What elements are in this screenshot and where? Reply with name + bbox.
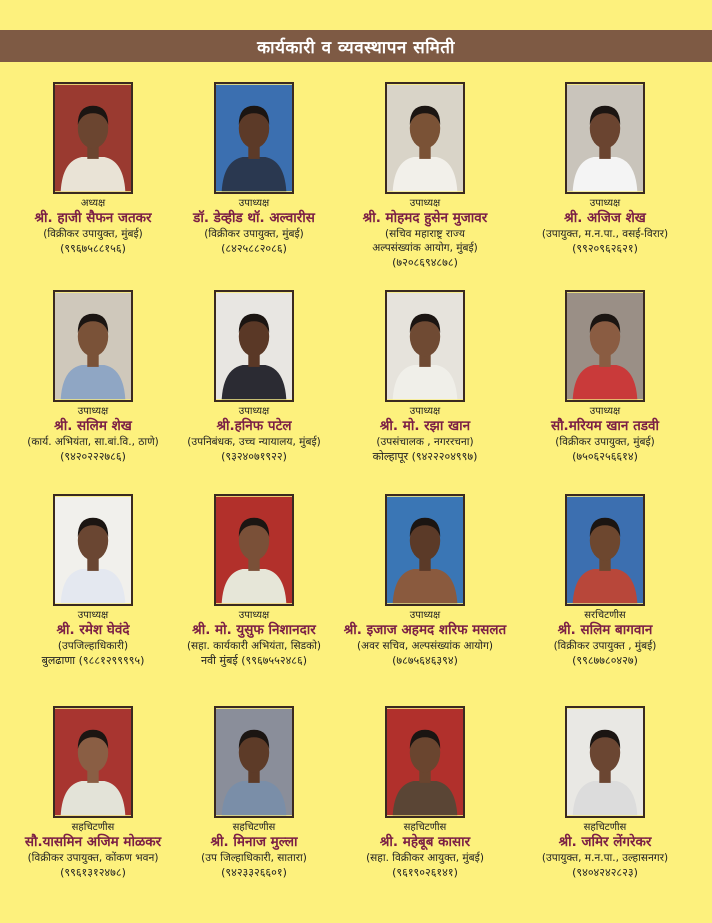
member-designation: (सचिव महाराष्ट्र राज्य (385, 228, 465, 240)
member-card (336, 706, 514, 880)
member-role: सहचिटणीस (232, 822, 276, 833)
member-phone: (९६१९०२६१४१) (392, 866, 458, 879)
member-designation: (उपजिल्हाधिकारी) (57, 640, 129, 652)
member-photo (53, 706, 133, 818)
member-role: अध्यक्ष (80, 198, 106, 209)
portrait-image (55, 292, 131, 400)
member-name: डॉ. डेव्हीड थॉ. अल्वारीस (193, 210, 315, 226)
member-designation: (उपनिबंधक, उच्च न्यायालय, मुंबई) (187, 436, 321, 448)
member-phone: (७२०८६९४८७८) (392, 256, 458, 269)
member-role: सहचिटणीस (71, 822, 115, 833)
member-role: उपाध्यक्ष (589, 198, 621, 209)
member-phone: (९४०४२४२८२३) (572, 866, 638, 879)
member-designation: (अवर सचिव, अल्पसंख्यांक आयोग) (356, 640, 494, 652)
portrait-image (387, 84, 463, 192)
member-card (4, 706, 182, 880)
member-role: सरचिटणीस (584, 610, 626, 621)
portrait-image (387, 708, 463, 816)
member-role: उपाध्यक्ष (238, 198, 270, 209)
member-name: सौ.यासमिन अजिम मोळकर (24, 834, 162, 850)
member-photo (53, 290, 133, 402)
member-name: श्री. सलिम शेख (54, 418, 132, 434)
portrait-image (567, 84, 643, 192)
member-card (516, 82, 694, 256)
member-name: श्री. हाजी सैफन जतकर (34, 210, 152, 226)
member-role: उपाध्यक्ष (409, 198, 441, 209)
member-name: श्री. जमिर लेंगरेकर (558, 834, 652, 850)
member-phone: (९४२३३२६६०१) (221, 866, 287, 879)
member-phone: (८४२५८८२०८६) (221, 242, 287, 255)
member-card (516, 706, 694, 880)
member-designation: (उपसंचालक , नगररचना) (376, 436, 474, 448)
portrait-image (216, 84, 292, 192)
member-photo (385, 494, 465, 606)
member-card (4, 290, 182, 464)
member-designation: (उपायुक्त, म.न.पा., वसई-विरार) (541, 228, 669, 240)
portrait-image (216, 708, 292, 816)
member-photo (565, 82, 645, 194)
member-photo (53, 82, 133, 194)
member-phone: (७५०६२५६६१४) (572, 450, 638, 463)
member-designation: (सहा. कार्यकारी अभियंता, सिडको) (186, 640, 322, 652)
member-role: उपाध्यक्ष (238, 406, 270, 417)
member-phone: कोल्हापूर (९४२२२०४९९७) (372, 450, 478, 463)
member-designation: (विक्रीकर उपायुक्त, मुंबई) (555, 436, 655, 448)
member-phone: (९९२०९६२६२१) (572, 242, 638, 255)
member-name: श्री. सलिम बागवान (557, 622, 653, 638)
member-card (4, 82, 182, 256)
member-name: श्री. इजाज अहमद शरिफ मसलत (343, 622, 507, 638)
member-name: श्री.हनिफ पटेल (216, 418, 292, 434)
member-designation: (विक्रीकर उपायुक्त, मुंबई) (204, 228, 304, 240)
member-phone: (९९८७७८०४२७) (572, 654, 638, 667)
member-role: उपाध्यक्ष (238, 610, 270, 621)
member-photo (565, 494, 645, 606)
member-card (165, 82, 343, 256)
member-name: श्री. मोहमद हुसेन मुजावर (362, 210, 488, 226)
member-role: सहचिटणीस (583, 822, 627, 833)
member-role: उपाध्यक्ष (77, 610, 109, 621)
member-role: उपाध्यक्ष (77, 406, 109, 417)
portrait-image (387, 292, 463, 400)
member-card (336, 82, 514, 270)
member-role: सहचिटणीस (403, 822, 447, 833)
member-phone: (९९६१३१२४७८) (60, 866, 126, 879)
member-designation: (सहा. विक्रीकर आयुक्त, मुंबई) (366, 852, 484, 864)
member-designation: (विक्रीकर उपायुक्त, कोंकण भवन) (27, 852, 159, 864)
portrait-image (567, 496, 643, 604)
member-photo (214, 706, 294, 818)
member-designation: (कार्य. अभियंता, सा.बां.वि., ठाणे) (27, 436, 159, 448)
member-phone: (९४२०२२२७८६) (60, 450, 126, 463)
portrait-image (216, 496, 292, 604)
member-photo (385, 82, 465, 194)
member-name: सौ.मरियम खान तडवी (550, 418, 660, 434)
portrait-image (567, 292, 643, 400)
portrait-image (567, 708, 643, 816)
member-photo (565, 290, 645, 402)
member-designation: (उप जिल्हाधिकारी, सातारा) (201, 852, 307, 864)
member-name: श्री. महेबूब कासार (379, 834, 471, 850)
member-name: श्री. मो. रझा खान (379, 418, 471, 434)
portrait-image (55, 708, 131, 816)
member-card (4, 494, 182, 668)
member-photo (385, 706, 465, 818)
member-designation-line2: अल्पसंख्यांक आयोग, मुंबई) (372, 242, 478, 254)
member-name: श्री. मो. युसुफ निशानदार (192, 622, 316, 638)
member-phone: नवी मुंबई (९९६७५५२४८६) (200, 654, 308, 667)
member-name: श्री. रमेश घेवंदे (56, 622, 130, 638)
portrait-image (387, 496, 463, 604)
member-card (516, 290, 694, 464)
page-title: कार्यकारी व व्यवस्थापन समिती (257, 37, 455, 58)
portrait-image (55, 84, 131, 192)
member-photo (53, 494, 133, 606)
member-phone: बुलढाणा (९८८१२९९९९५) (41, 654, 145, 667)
member-phone: (७८७५६४६३९४) (392, 654, 458, 667)
member-designation: (विक्रीकर उपायुक्त , मुंबई) (553, 640, 657, 652)
member-name: श्री. मिनाज मुल्ला (210, 834, 298, 850)
member-phone: (९९६७५८८१५६) (60, 242, 126, 255)
member-card (165, 494, 343, 668)
member-name: श्री. अजिज शेख (564, 210, 646, 226)
member-role: उपाध्यक्ष (589, 406, 621, 417)
member-photo (214, 82, 294, 194)
member-card (336, 290, 514, 464)
member-card (336, 494, 514, 668)
member-photo (214, 494, 294, 606)
member-photo (214, 290, 294, 402)
portrait-image (55, 496, 131, 604)
member-card (165, 290, 343, 464)
member-designation: (उपायुक्त, म.न.पा., उल्हासनगर) (541, 852, 669, 864)
portrait-image (216, 292, 292, 400)
member-photo (565, 706, 645, 818)
member-designation: (विक्रीकर उपायुक्त, मुंबई) (43, 228, 143, 240)
member-card (165, 706, 343, 880)
title-banner (0, 30, 712, 62)
member-photo (385, 290, 465, 402)
member-role: उपाध्यक्ष (409, 610, 441, 621)
member-card (516, 494, 694, 668)
member-role: उपाध्यक्ष (409, 406, 441, 417)
member-phone: (९३२४०७१९२२) (221, 450, 287, 463)
